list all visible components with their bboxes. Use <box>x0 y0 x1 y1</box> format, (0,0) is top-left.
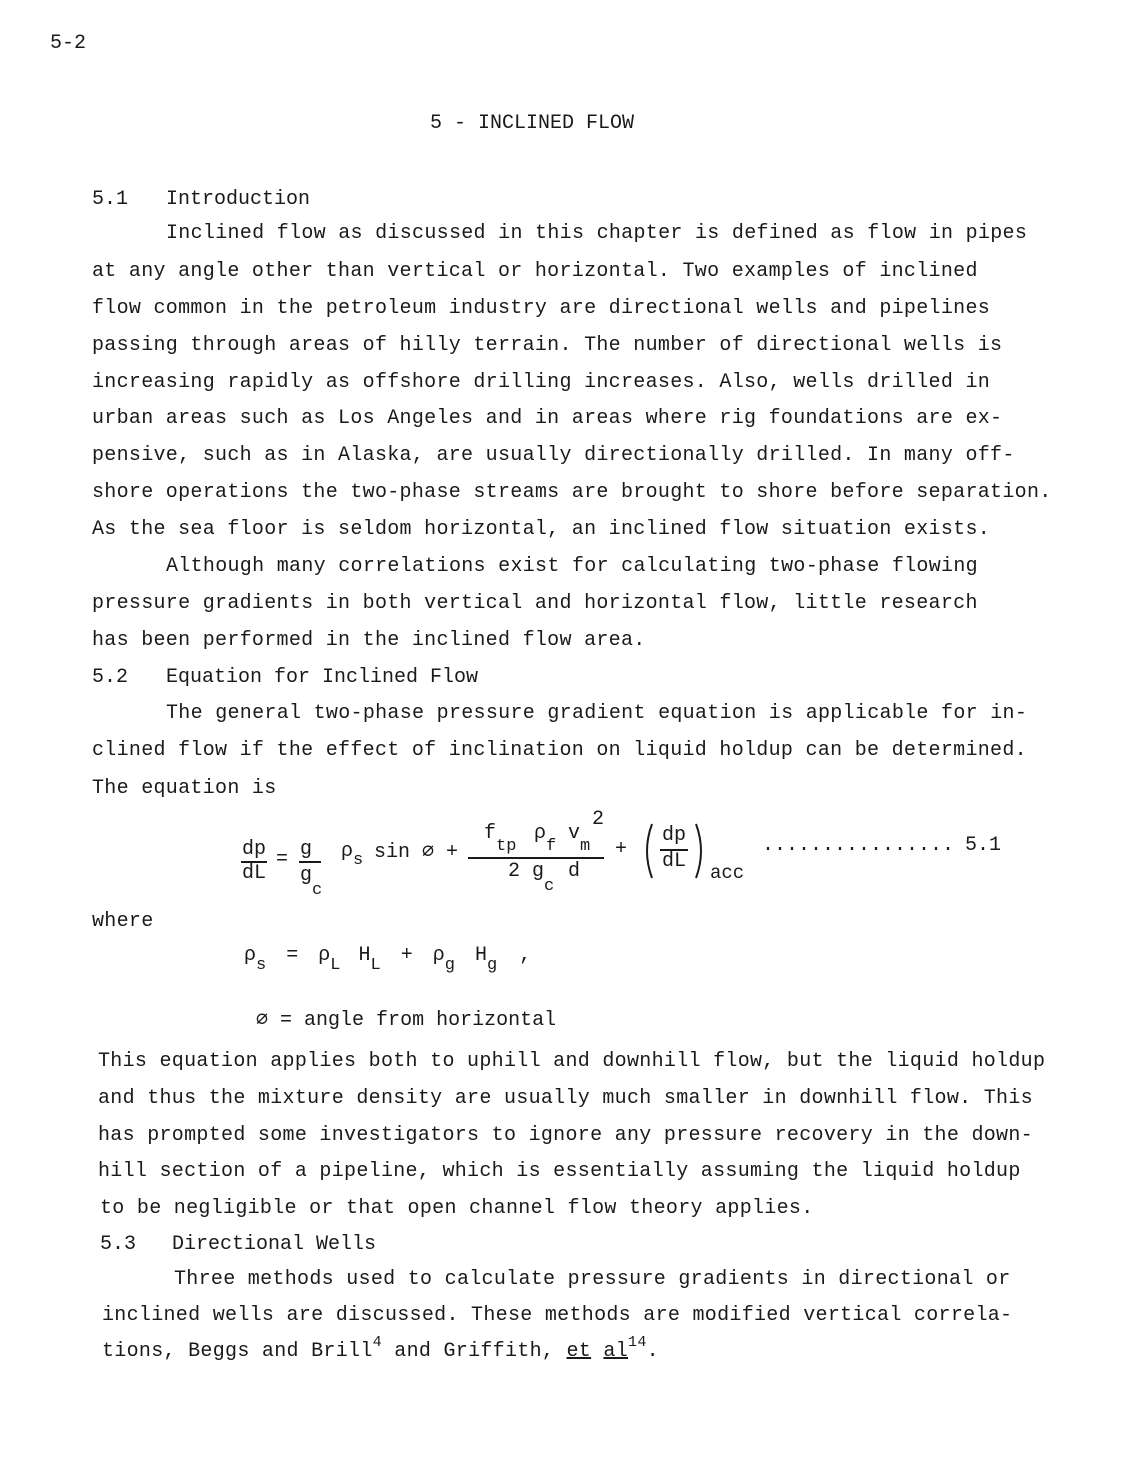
eq-dL: dL <box>242 862 267 885</box>
eq-den-d: d <box>568 860 581 883</box>
reference-14: 14 <box>628 1334 647 1351</box>
text-line: passing through areas of hilly terrain. The number of directional wells is <box>92 334 1003 357</box>
eq-g: g <box>300 838 313 861</box>
text-line: at any angle other than vertical or horizontal. Two examples of inclined <box>92 260 978 283</box>
text-line: Although many correlations exist for calculating two-phase flowing <box>166 555 978 578</box>
text-line: inclined wells are discussed. These methods are modified vertical correla- <box>102 1304 1013 1327</box>
et-underlined: et <box>566 1340 592 1363</box>
section-number-5-1: 5.1 <box>92 188 129 211</box>
eq-square: 2 <box>592 808 605 831</box>
text-line: The general two-phase pressure gradient equation is applicable for in- <box>166 702 1028 725</box>
text-line: Inclined flow as discussed in this chapter is defined as flow in pipes <box>166 222 1028 245</box>
eq-sin-phi: sin ∅ + <box>374 841 459 864</box>
text-line-references: tions, Beggs and Brill$^4$ and Griffith, et $al^{14}$. <box>102 1334 659 1363</box>
text-line: increasing rapidly as offshore drilling increases. Also, wells drilled in <box>92 371 991 394</box>
text-line: has prompted some investigators to ignore any pressure recovery in the down- <box>98 1124 1033 1147</box>
text-line: urban areas such as Los Angeles and in areas where rig foundations are ex- <box>92 407 1003 430</box>
eq-fraction-bar <box>468 857 604 859</box>
text-line: As the sea floor is seldom horizontal, an inclined flow situation exists. <box>92 518 991 541</box>
eq-leader-dots: ................ <box>762 834 955 857</box>
chapter-title: 5 - INCLINED FLOW <box>430 112 635 135</box>
section-number-5-3: 5.3 <box>100 1233 137 1256</box>
eq-f-tp: $f_{tp}$ <box>484 822 517 856</box>
eq-plus: + <box>615 838 628 861</box>
eq-den-2: 2 <box>508 860 521 883</box>
text-line: Three methods used to calculate pressure gradients in directional or <box>174 1268 1011 1291</box>
eq-rho-s: $\rho_s$ <box>341 840 364 870</box>
text-line: pensive, such as in Alaska, are usually directionally drilled. In many off- <box>92 444 1015 467</box>
al-underlined: al <box>603 1340 629 1363</box>
eq-acc: acc <box>710 862 745 884</box>
reference-4: 4 <box>372 1334 382 1351</box>
eq-gc: $g_c$ <box>300 864 323 900</box>
eq-left-paren <box>640 822 654 880</box>
text-line: has been performed in the inclined flow area. <box>92 629 646 652</box>
eq-rho-f: $\rho_f$ <box>534 822 557 856</box>
text-line: and thus the mixture density are usually much smaller in downhill flow. This <box>98 1087 1033 1110</box>
definition-angle: ∅ = angle from horizontal <box>256 1009 557 1032</box>
definition-mixture-density: $\rho_s = \rho_L$ $H_L + \rho_g$ $H_g$ , <box>244 944 532 975</box>
section-title-directional-wells: Directional Wells <box>172 1233 377 1256</box>
text-line: flow common in the petroleum industry are directional wells and pipelines <box>92 297 991 320</box>
eq-den-gc: $g_c$ <box>532 860 555 896</box>
eq-equals: = <box>276 848 289 871</box>
eq-fraction-bar <box>299 861 321 863</box>
page-number: 5-2 <box>50 32 87 55</box>
section-number-5-2: 5.2 <box>92 666 129 689</box>
text-line: hill section of a pipeline, which is essentially assuming the liquid holdup <box>98 1160 1021 1183</box>
text-line: shore operations the two-phase streams are brought to shore before separation. <box>92 481 1052 504</box>
text-line: This equation applies both to uphill and downhill flow, but the liquid holdup <box>98 1050 1046 1073</box>
text-line: The equation is <box>92 777 277 800</box>
where-label: where <box>92 910 154 933</box>
text-line: clined flow if the effect of inclination on liquid holdup can be determined. <box>92 739 1027 762</box>
eq-dp: dp <box>242 838 267 861</box>
eq-acc-dp: dp <box>662 824 687 847</box>
eq-right-paren <box>694 822 708 880</box>
text-line: pressure gradients in both vertical and horizontal flow, little research <box>92 592 978 615</box>
section-title-equation-for-inclined-flow: Equation for Inclined Flow <box>166 666 479 689</box>
eq-acc-dL: dL <box>662 850 687 873</box>
eq-number: 5.1 <box>965 834 1002 857</box>
text-line: to be negligible or that open channel flow theory applies. <box>100 1197 814 1220</box>
eq-vm-squared: $v_m$ <box>568 822 591 856</box>
section-title-introduction: Introduction <box>166 188 311 211</box>
